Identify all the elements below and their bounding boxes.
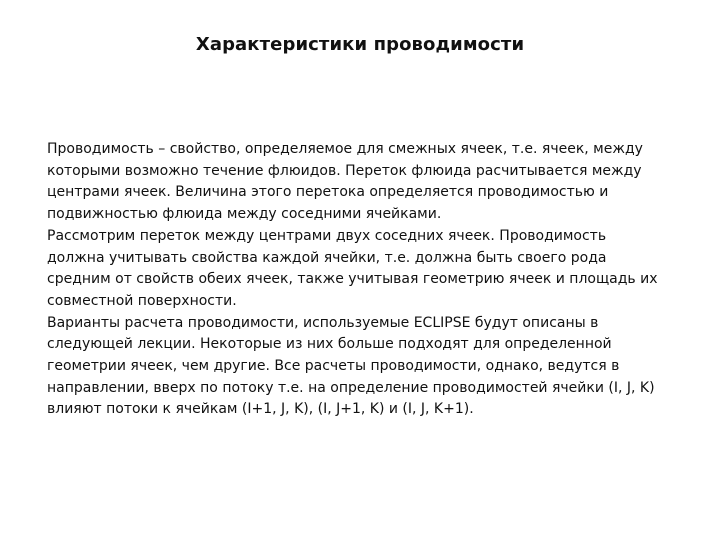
body-line-3: центрами ячеек. Величина этого перетока определяется проводимостью и [47, 184, 609, 201]
body-line-10: следующей лекции. Некоторые из них больше подходят для определенной [47, 336, 612, 353]
slide-body [47, 139, 675, 421]
body-line-4: подвижностью флюида между соседними ячейками. [47, 206, 442, 223]
body-line-5: Рассмотрим переток между центрами двух соседних ячеек. Проводимость [47, 227, 607, 244]
body-line-11: геометрии ячеек, чем другие. Все расчеты проводимости, однако, ведутся в [47, 358, 620, 375]
body-line-1: Проводимость – свойство, определяемое для смежных ячеек, т.е. ячеек, между [47, 141, 643, 157]
body-line-8: совместной поверхности. [47, 292, 237, 309]
body-line-13: влияют потоки к ячейкам (I+1, J, K), (I, J+1, K) и (I, J, K+1). [47, 401, 474, 418]
body-line-6: должна учитывать свойства каждой ячейки, т.е. должна быть своего рода [47, 249, 607, 266]
slide-title: Характеристики проводимости [195, 34, 525, 55]
body-line-2: которыми возможно течение флюидов. Переток флюида расчитывается между [47, 162, 642, 179]
body-line-7: средним от свойств обеих ячеек, также учитывая геометрию ячеек и площадь их [47, 271, 658, 288]
body-line-9: Варианты расчета проводимости, используемые ECLIPSE будут описаны в [47, 314, 599, 331]
body-line-12: направлении, вверх по потоку т.е. на определение проводимостей ячейки (I, J, K) [47, 379, 655, 396]
